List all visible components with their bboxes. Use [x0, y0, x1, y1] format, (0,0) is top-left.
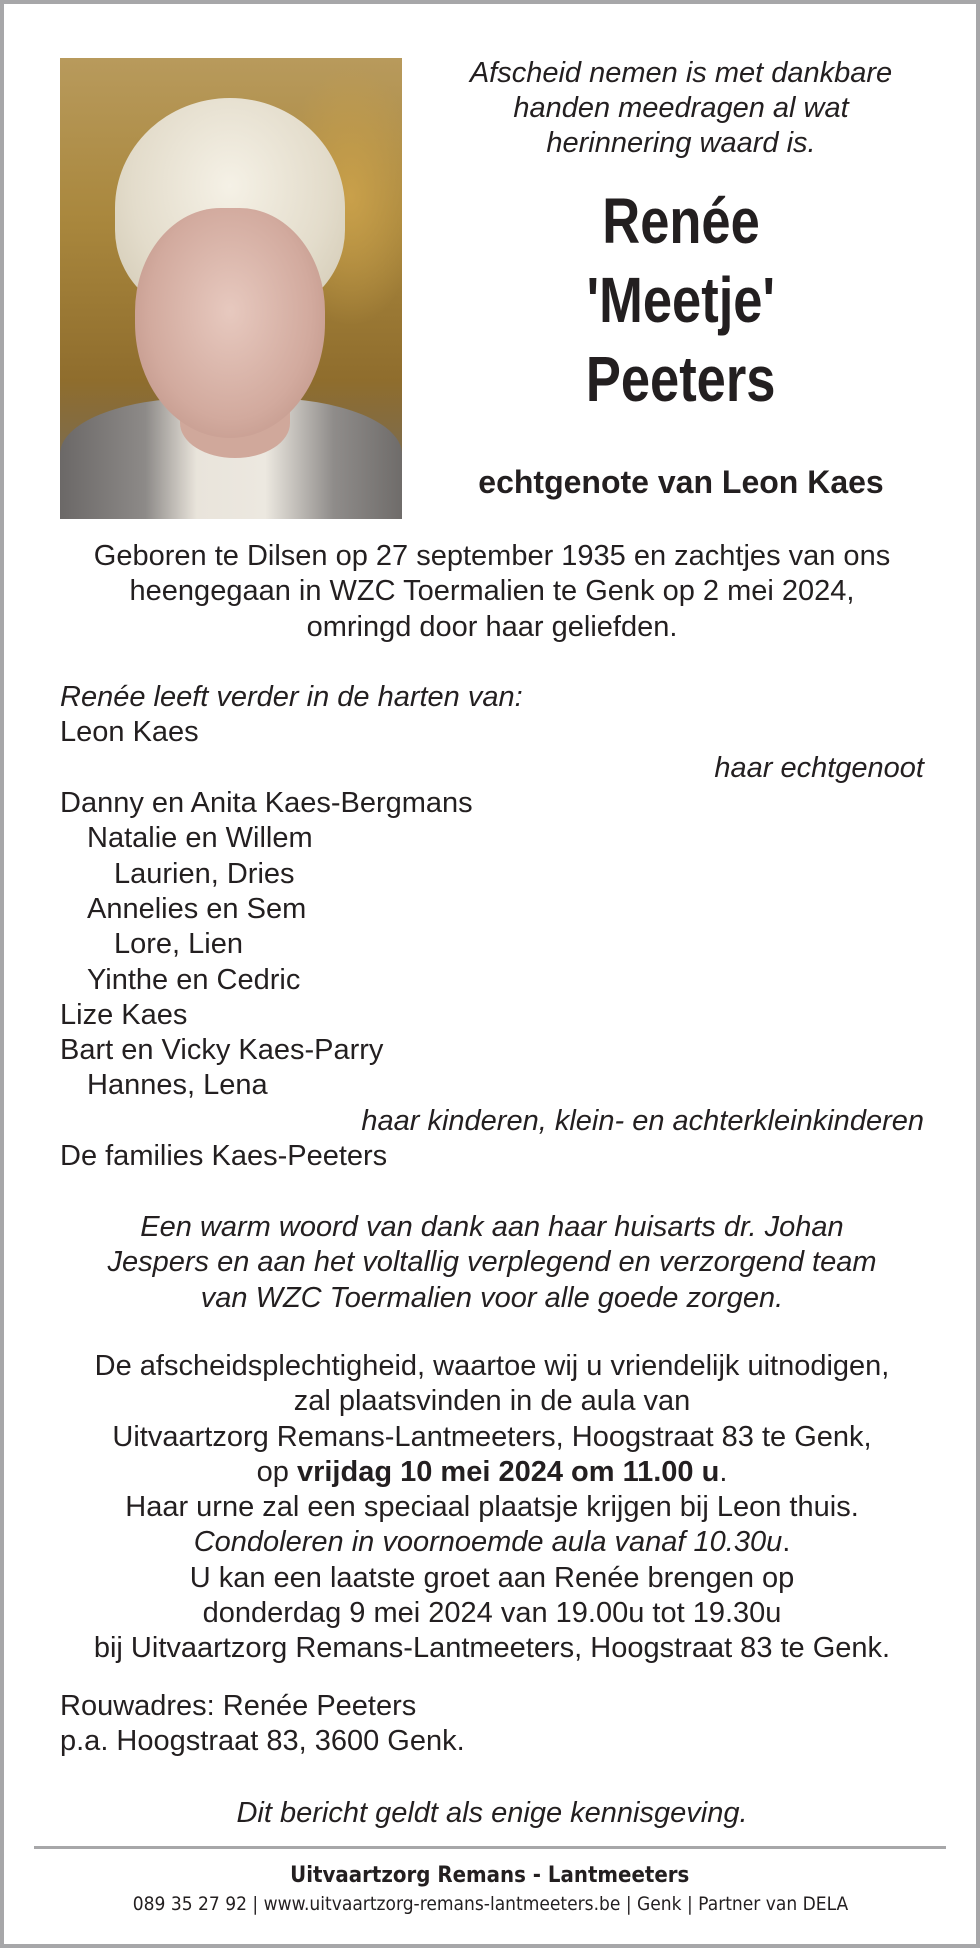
contact-info: 089 35 27 92 | www.uitvaartzorg-remans-lantmeeters.be | Genk | Partner van DELA — [132, 1893, 848, 1915]
family-member: Annelies en Sem — [87, 892, 307, 925]
thanks-text — [60, 1210, 924, 1316]
company-name: Uitvaartzorg Remans - Lantmeeters — [290, 1863, 690, 1888]
birth-line: heengegaan in WZC Toermalien te Genk op 2 mei 2024, — [129, 575, 855, 608]
portrait-photo — [60, 58, 402, 519]
family-member: Laurien, Dries — [114, 857, 295, 890]
family-member: Yinthe en Cedric — [87, 963, 301, 996]
husband-role: haar echtgenoot — [714, 751, 924, 784]
quote-line: handen meedragen al wat — [513, 92, 849, 124]
nickname: 'Meetje' — [586, 264, 776, 336]
thanks-line: van WZC Toermalien voor alle goede zorgen. — [200, 1281, 784, 1314]
ceremony-line: De afscheidsplechtigheid, waartoe wij u vriendelijk uitnodigen, — [94, 1350, 890, 1382]
birth-line: Geboren te Dilsen op 27 september 1935 en zachtjes van ons — [93, 540, 891, 572]
notice-text: Dit bericht geldt als enige kennisgeving. — [236, 1797, 748, 1829]
text: op — [256, 1455, 297, 1488]
mourning-address — [60, 1689, 924, 1760]
family-member: Lize Kaes — [60, 998, 188, 1031]
quote-line: herinnering waard is. — [546, 127, 816, 159]
text: . — [782, 1526, 791, 1559]
condolence-line — [60, 1525, 924, 1560]
obituary-card — [4, 4, 976, 1944]
deceased-name — [434, 182, 928, 419]
ceremony-info — [60, 1349, 924, 1667]
family-member: Natalie en Willem — [87, 822, 313, 855]
thanks-line: Jespers en aan het voltallig verplegend en verzorgend team — [107, 1246, 877, 1279]
family-member: Danny en Anita Kaes-Bergmans — [60, 787, 473, 820]
family-member: Lore, Lien — [114, 928, 243, 961]
last-name: Peeters — [586, 343, 776, 415]
ceremony-line: donderdag 9 mei 2024 van 19.00u tot 19.30u — [202, 1597, 782, 1630]
ceremony-line: U kan een laatste groet aan Renée brengen op — [189, 1561, 795, 1594]
birth-line: omringd door haar geliefden. — [306, 610, 678, 643]
ceremony-line: Haar urne zal een speciaal plaatsje krijgen bij Leon thuis. — [125, 1491, 859, 1524]
thanks-line: Een warm woord van dank aan haar huisarts dr. Johan — [140, 1211, 844, 1243]
spouse-line: echtgenote van Leon Kaes — [478, 464, 884, 500]
divider — [34, 1846, 946, 1849]
family-member: Bart en Vicky Kaes-Parry — [60, 1034, 384, 1067]
family-husband: Leon Kaes — [60, 716, 199, 749]
address-line: p.a. Hoogstraat 83, 3600 Genk. — [60, 1725, 465, 1758]
address-line: Rouwadres: Renée Peeters — [60, 1690, 417, 1722]
ceremony-line: zal plaatsvinden in de aula van — [293, 1385, 691, 1418]
condolence-text: Condoleren in voornoemde aula vanaf 10.30u — [193, 1526, 783, 1559]
children-role: haar kinderen, klein- en achterkleinkinderen — [361, 1104, 924, 1137]
family-members — [60, 786, 924, 1104]
ceremony-date: vrijdag 10 mei 2024 om 11.00 u — [296, 1455, 720, 1488]
birth-death-info — [60, 539, 924, 1174]
text: . — [719, 1455, 728, 1488]
ceremony-date-line — [60, 1455, 924, 1490]
family-member: Hannes, Lena — [87, 1069, 268, 1102]
ceremony-line: Uitvaartzorg Remans-Lantmeeters, Hoogstraat 83 te Genk, — [112, 1420, 872, 1453]
first-name: Renée — [602, 185, 760, 257]
quote-line: Afscheid nemen is met dankbare — [469, 57, 893, 89]
family-intro: Renée leeft verder in de harten van: — [60, 681, 523, 714]
funeral-home-name — [4, 1862, 976, 1890]
families-line: De families Kaes-Peeters — [60, 1140, 388, 1173]
opening-quote — [434, 56, 928, 161]
ceremony-line: bij Uitvaartzorg Remans-Lantmeeters, Hoogstraat 83 te Genk. — [93, 1632, 891, 1665]
funeral-home-contact — [4, 1892, 976, 1916]
